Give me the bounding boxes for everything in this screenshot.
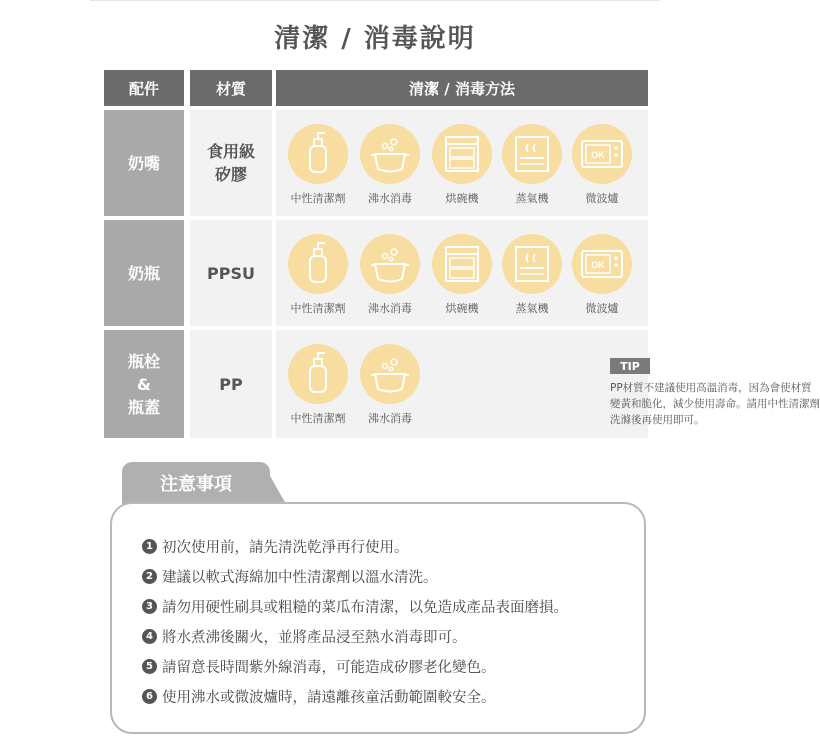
method-label: 中性清潔劑 [290,412,346,425]
steam-sterilizer-icon [502,124,562,184]
method-cell [276,110,648,216]
svg-text:OK: OK [591,150,605,160]
note-text: 請勿用硬性刷具或粗糙的菜瓜布清潔，以免造成產品表面磨損。 [162,600,568,616]
method-label: 烘碗機 [445,302,479,315]
material-cell: 食用級 矽膠 [190,110,272,216]
material-cell: PPSU [190,220,272,326]
boiling-pot-icon [360,124,420,184]
microwave-icon [572,124,632,184]
detergent-bottle-icon [288,344,348,404]
method-label: 中性清潔劑 [290,192,346,205]
table-row [104,220,648,326]
header-part: 配件 [104,70,184,106]
note-text: 建議以軟式海綿加中性清潔劑以溫水清洗。 [162,570,438,586]
table-row [104,330,820,438]
detergent-bottle-icon [288,124,348,184]
number-badge: 6 [142,689,157,704]
note-text: 使用沸水或微波爐時，請遠離孩童活動範圍較安全。 [162,690,496,706]
number-badge: 5 [142,659,157,674]
svg-text:OK: OK [591,260,605,270]
list-item [142,686,496,707]
method-label: 中性清潔劑 [290,302,346,315]
microwave-icon [572,234,632,294]
material-cell: PP [190,330,272,438]
note-text: 初次使用前，請先清洗乾淨再行使用。 [162,540,409,556]
note-text: 將水煮沸後關火，並將產品浸至熱水消毒即可。 [162,630,467,646]
detergent-bottle-icon [288,234,348,294]
steam-sterilizer-icon [502,234,562,294]
boiling-pot-icon [360,234,420,294]
list-item [142,656,496,677]
part-cell: 瓶栓 & 瓶蓋 [104,330,184,438]
notes-box [110,502,646,734]
note-text: 請留意長時間紫外線消毒，可能造成矽膠老化變色。 [162,660,496,676]
number-badge: 1 [142,539,157,554]
boiling-pot-icon [360,344,420,404]
list-item [142,626,467,647]
method-cell [276,330,820,438]
method-label: 沸水消毒 [368,302,412,315]
page-title: 清潔 / 消毒說明 [274,24,476,54]
number-badge: 4 [142,629,157,644]
method-label: 微波爐 [585,302,619,315]
top-divider [90,0,660,1]
dish-dryer-icon [432,124,492,184]
part-cell: 奶嘴 [104,110,184,216]
part-cell: 奶瓶 [104,220,184,326]
method-label: 微波爐 [585,192,619,205]
header-material: 材質 [190,70,272,106]
table-row [104,110,648,216]
list-item [142,566,438,587]
method-label: 烘碗機 [445,192,479,205]
method-label: 沸水消毒 [368,192,412,205]
number-badge: 3 [142,599,157,614]
header-method: 清潔 / 消毒方法 [276,70,648,106]
notes-tab-tail [262,462,286,504]
number-badge: 2 [142,569,157,584]
method-cell [276,220,648,326]
dish-dryer-icon [432,234,492,294]
list-item [142,596,568,617]
method-label: 沸水消毒 [368,412,412,425]
list-item [142,536,409,557]
tip-badge: TIP [610,358,650,374]
notes-heading: 注意事項 [122,462,270,504]
tip-text: PP材質不建議使用高溫消毒，因為會使材質變黃和脆化，減少使用壽命。請用中性清潔劑洗滌後再使用即可。 [610,382,820,426]
method-label: 蒸氣機 [515,192,549,205]
method-label: 蒸氣機 [515,302,549,315]
